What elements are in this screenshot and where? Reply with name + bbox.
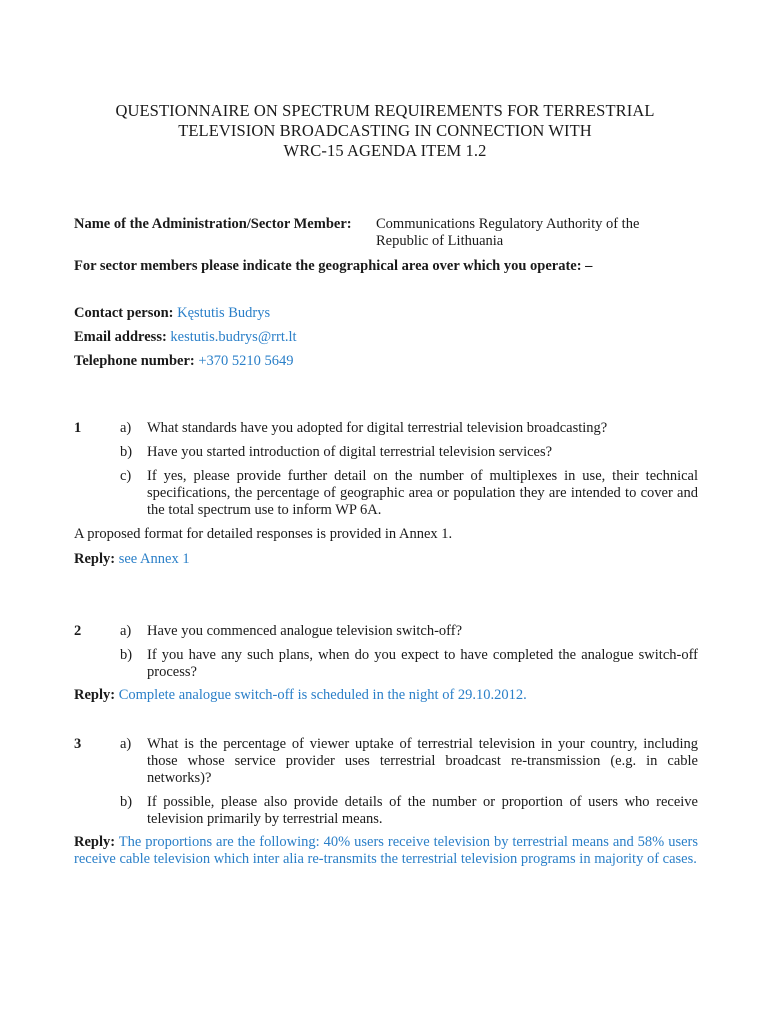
question-1c-text: If yes, please provide further detail on the number of multiplexes in use, their technical specifications, the percentage of geographic area or population they are intended to cover and the total spectrum use to inform WP 6A. bbox=[147, 468, 698, 518]
title-line-2: TELEVISION BROADCASTING IN CONNECTION WITH bbox=[178, 121, 592, 140]
email-label: Email address: bbox=[74, 329, 167, 345]
question-1-reply-label: Reply: bbox=[74, 551, 116, 567]
telephone-value: +370 5210 5649 bbox=[198, 353, 294, 369]
sector-row bbox=[74, 257, 714, 275]
telephone-row bbox=[74, 352, 714, 370]
question-1-reply-text: see Annex 1 bbox=[118, 551, 190, 567]
administration-value-line-1: Communications Regulatory Authority of the bbox=[376, 216, 640, 232]
question-3-reply bbox=[74, 834, 698, 868]
administration-row bbox=[74, 216, 704, 249]
email-link[interactable]: kestutis.budrys@rrt.lt bbox=[170, 329, 297, 345]
question-1b-letter: b) bbox=[120, 444, 133, 460]
question-3b-letter: b) bbox=[120, 794, 133, 810]
question-2-reply-label: Reply: bbox=[74, 687, 116, 703]
question-2b-letter: b) bbox=[120, 647, 133, 663]
title-line-3: WRC-15 AGENDA ITEM 1.2 bbox=[283, 141, 487, 160]
administration-value bbox=[376, 216, 706, 250]
question-2b-text: If you have any such plans, when do you expect to have completed the analogue switch-off process? bbox=[147, 647, 698, 680]
administration-value-line-2: Republic of Lithuania bbox=[376, 233, 504, 249]
question-3b-text: If possible, please also provide details of the number or proportion of users who receive television primarily by terrestrial means. bbox=[147, 794, 698, 827]
question-1-reply bbox=[74, 551, 698, 568]
title-line-1: QUESTIONNAIRE ON SPECTRUM REQUIREMENTS FOR TERRESTRIAL bbox=[115, 101, 655, 120]
question-1a-text: What standards have you adopted for digital terrestrial television broadcasting? bbox=[147, 420, 608, 436]
question-1-note: A proposed format for detailed responses is provided in Annex 1. bbox=[74, 526, 453, 542]
contact-person-row bbox=[74, 304, 714, 322]
telephone-label: Telephone number: bbox=[74, 353, 195, 369]
question-2-reply-text: Complete analogue switch-off is scheduled in the night of 29.10.2012. bbox=[118, 687, 527, 703]
email-row bbox=[74, 328, 714, 346]
question-1-number: 1 bbox=[74, 420, 82, 436]
question-1a-letter: a) bbox=[120, 420, 132, 436]
question-3a-letter: a) bbox=[120, 736, 132, 752]
question-3a-text: What is the percentage of viewer uptake of terrestrial television in your country, including those whose service provider uses terrestrial broadcast re-transmission (e.g. in cable networks)? bbox=[147, 736, 698, 786]
question-2a-letter: a) bbox=[120, 623, 132, 639]
question-3-reply-text: The proportions are the following: 40% users receive television by terrestrial means and 58% users receive cable television which inter alia re-transmits the terrestrial television programs in majority of cases. bbox=[74, 834, 698, 867]
question-3-number: 3 bbox=[74, 736, 82, 752]
question-1c-letter: c) bbox=[120, 468, 132, 484]
document-title bbox=[60, 101, 710, 161]
question-2-reply bbox=[74, 687, 698, 704]
administration-label: Name of the Administration/Sector Member: bbox=[74, 216, 352, 232]
sector-label: For sector members please indicate the geographical area over which you operate: bbox=[74, 258, 582, 274]
question-3-reply-label: Reply: bbox=[74, 834, 116, 850]
contact-person-label: Contact person: bbox=[74, 305, 174, 321]
question-2a-text: Have you commenced analogue television switch-off? bbox=[147, 623, 462, 639]
contact-person-value: Kęstutis Budrys bbox=[177, 305, 271, 321]
question-2-number: 2 bbox=[74, 623, 82, 639]
question-1b-text: Have you started introduction of digital terrestrial television services? bbox=[147, 444, 553, 460]
sector-value: – bbox=[585, 258, 593, 274]
